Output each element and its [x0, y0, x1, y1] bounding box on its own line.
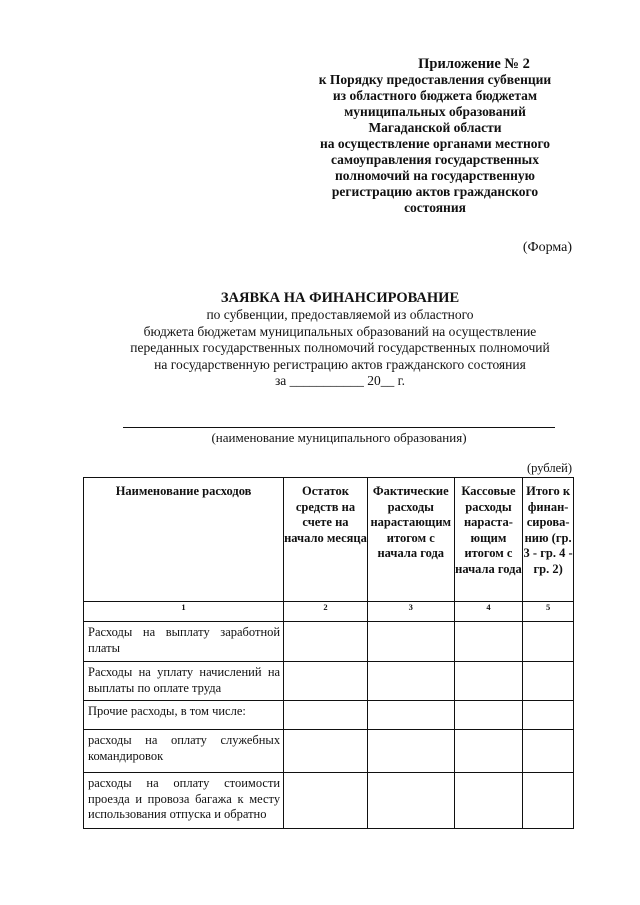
appendix-line: состояния: [404, 200, 466, 215]
header-cash-expenses: Кассовые расходы нараста- ющим итогом с начала года: [454, 478, 523, 602]
appendix-block: [300, 56, 570, 216]
appendix-line: из областного бюджета бюджетам: [332, 88, 538, 103]
header-balance: Остаток средств на счете на начало месяца: [284, 478, 368, 602]
cash-expenses-cell[interactable]: [454, 773, 523, 829]
total-financing-cell[interactable]: [523, 701, 574, 730]
balance-cell[interactable]: [284, 662, 368, 701]
cash-expenses-cell[interactable]: [454, 701, 523, 730]
appendix-line: регистрацию актов гражданского: [331, 184, 539, 199]
appendix-line: к Порядку предоставления субвенции: [318, 72, 552, 87]
appendix-line: на осуществление органами местного: [319, 136, 551, 151]
header-actual-expenses: Фактические расходы нарастающим итогом с начала года: [367, 478, 454, 602]
table-row: [84, 622, 574, 662]
total-financing-cell[interactable]: [523, 730, 574, 773]
table-row: [84, 773, 574, 829]
table-row: [84, 730, 574, 773]
expense-name-cell: расходы на оплату стоимости проезда и провоза багажа к месту использования отпуска и обратно: [84, 773, 284, 829]
appendix-title: Приложение № 2: [418, 56, 530, 72]
expense-name-cell: расходы на оплату служебных командировок: [84, 730, 284, 773]
column-number-row: [84, 602, 574, 622]
heading-line: бюджета бюджетам муниципальных образований на осуществление: [143, 323, 537, 339]
actual-expenses-cell[interactable]: [367, 701, 454, 730]
expense-name-cell: Расходы на уплату начислений на выплаты по оплате труда: [84, 662, 284, 701]
header-expense-name: Наименование расходов: [84, 478, 284, 602]
table-row: [84, 662, 574, 701]
cash-expenses-cell[interactable]: [454, 730, 523, 773]
actual-expenses-cell[interactable]: [367, 622, 454, 662]
column-number: 4: [454, 602, 523, 622]
heading-line: на государственную регистрацию актов гражданского состояния: [154, 356, 526, 372]
document-heading: [60, 289, 620, 390]
actual-expenses-cell[interactable]: [367, 662, 454, 701]
appendix-line: самоуправления государственных: [331, 152, 539, 167]
units-label: (рублей): [526, 461, 572, 475]
heading-line: по субвенции, предоставляемой из областного: [206, 307, 474, 322]
column-number: 1: [84, 602, 284, 622]
table-row: [84, 701, 574, 730]
balance-cell[interactable]: [284, 701, 368, 730]
balance-cell[interactable]: [284, 773, 368, 829]
expense-name-cell: Расходы на выплату заработной платы: [84, 622, 284, 662]
appendix-line: муниципальных образований: [344, 104, 526, 119]
table-header-row: [84, 478, 574, 602]
municipality-caption: (наименование муниципального образования): [211, 430, 467, 445]
total-financing-cell[interactable]: [523, 622, 574, 662]
total-financing-cell[interactable]: [523, 773, 574, 829]
total-financing-cell[interactable]: [523, 662, 574, 701]
appendix-line: Магаданской области: [368, 120, 502, 135]
balance-cell[interactable]: [284, 730, 368, 773]
actual-expenses-cell[interactable]: [367, 730, 454, 773]
appendix-line: полномочий на государственную: [335, 168, 535, 183]
column-number: 2: [284, 602, 368, 622]
expenses-table: [83, 477, 574, 829]
balance-cell[interactable]: [284, 622, 368, 662]
form-label: (Форма): [522, 240, 572, 255]
cash-expenses-cell[interactable]: [454, 662, 523, 701]
heading-line: переданных государственных полномочий государственных полномочий: [130, 340, 550, 355]
period-line: за ___________ 20__ г.: [274, 373, 406, 388]
expense-name-cell: Прочие расходы, в том числе:: [84, 701, 284, 730]
actual-expenses-cell[interactable]: [367, 773, 454, 829]
municipality-fill-line[interactable]: [123, 427, 555, 428]
header-total-financing: Итого к финан- сирова- нию (гр. 3 - гр. 4 - гр. 2): [523, 478, 574, 602]
document-title: ЗАЯВКА НА ФИНАНСИРОВАНИЕ: [220, 290, 460, 306]
cash-expenses-cell[interactable]: [454, 622, 523, 662]
column-number: 5: [523, 602, 574, 622]
column-number: 3: [367, 602, 454, 622]
